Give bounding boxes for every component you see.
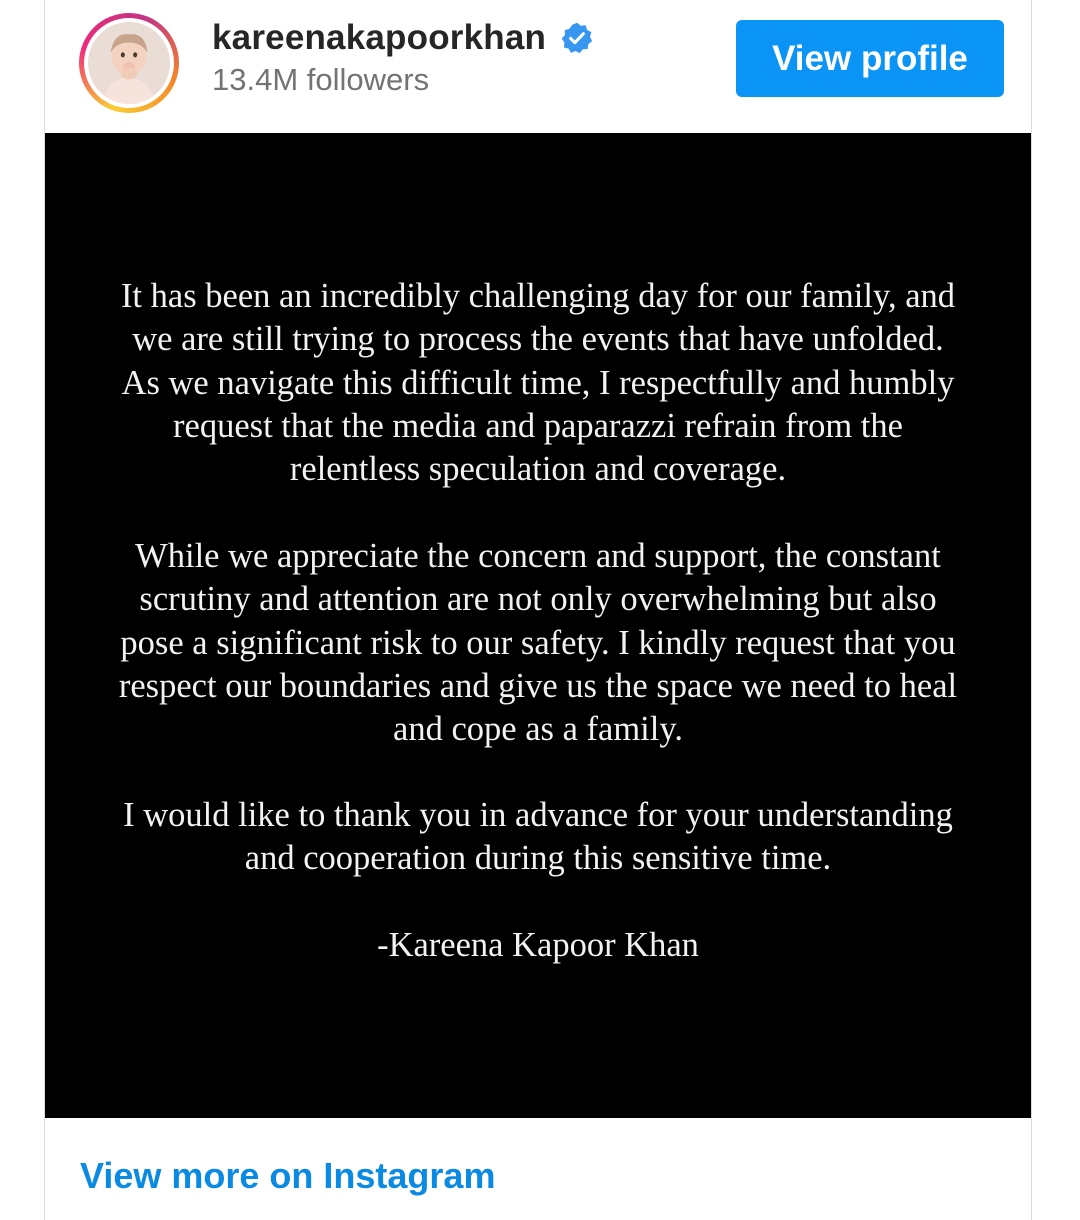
post-image[interactable]	[45, 133, 1031, 1118]
follower-count: 13.4M followers	[212, 62, 430, 97]
statement-signature: -Kareena Kapoor Khan	[377, 926, 699, 964]
statement-paragraph-3: I would like to thank you in advance for your understanding and cooperation during this sensitive time.	[123, 796, 953, 878]
instagram-embed-card	[44, 0, 1032, 1220]
post-footer	[45, 1118, 1033, 1220]
profile-avatar-image	[88, 22, 170, 104]
view-profile-button[interactable]: View profile	[736, 20, 1004, 97]
username-row	[212, 14, 594, 62]
post-header	[45, 0, 1033, 133]
view-more-on-instagram-link[interactable]: View more on Instagram	[80, 1155, 496, 1196]
verified-badge-icon	[560, 21, 594, 55]
username[interactable]: kareenakapoorkhan	[212, 18, 547, 57]
statement-paragraph-2: While we appreciate the concern and support, the constant scrutiny and attention are not only overwhelming but also pose a significant risk to our safety. I kindly request that you respect our boundaries and give us the space we need to heal and cope as a family.	[118, 537, 958, 749]
statement-paragraph-1: It has been an incredibly challenging day for our family, and we are still trying to process the events that have unfolded. As we navigate this difficult time, I respectfully and humbly request that the media and paparazzi refrain from the relentless speculation and coverage.	[120, 277, 956, 489]
avatar[interactable]	[79, 13, 179, 113]
